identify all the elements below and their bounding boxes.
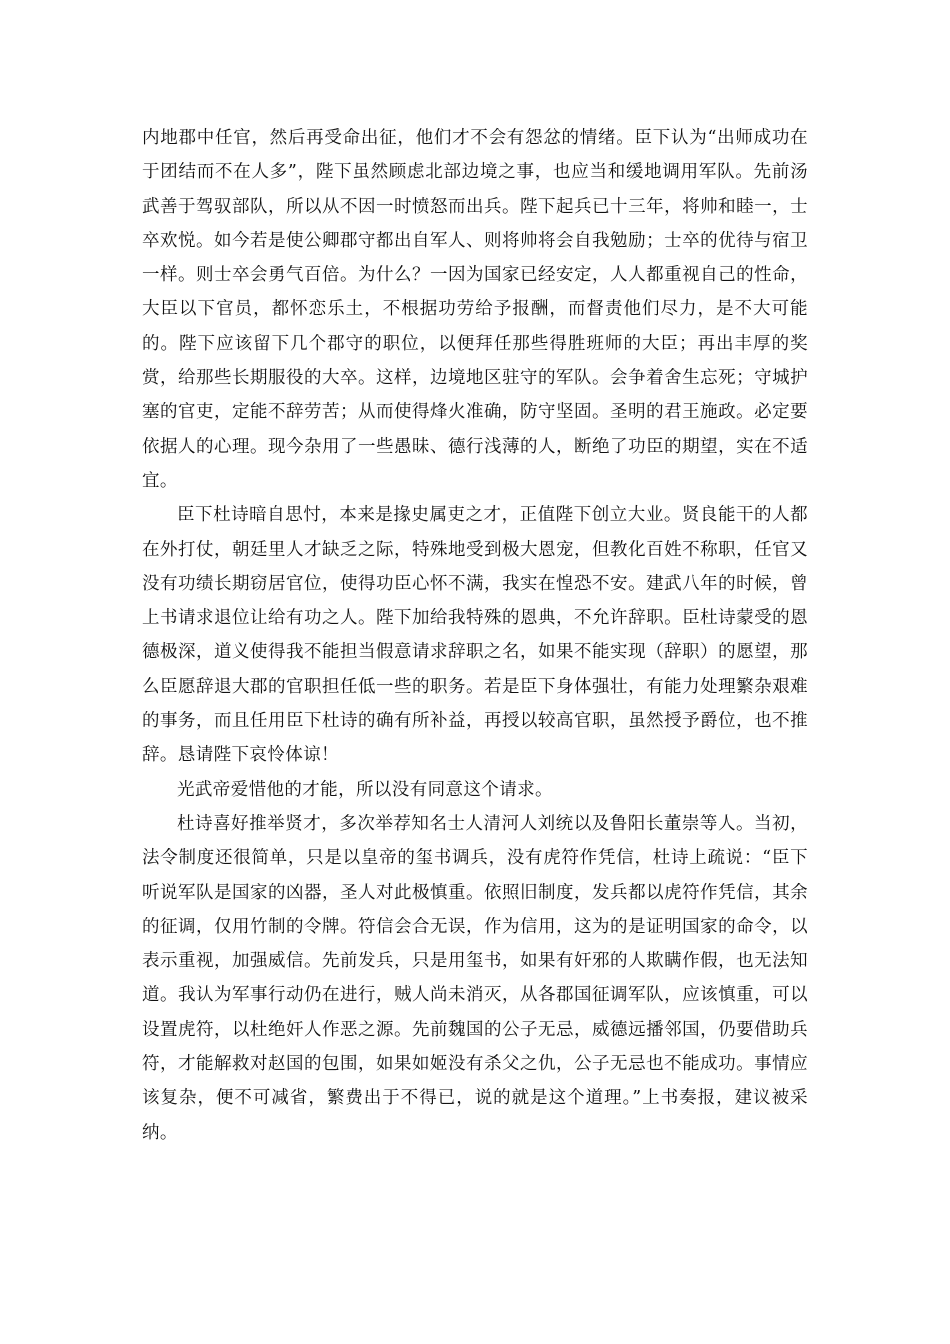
paragraph-1: 内地郡中任官，然后再受命出征，他们才不会有怨忿的情绪。臣下认为“出师成功在于团结而不在人多”，陛下虽然顾虑北部边境之事，也应当和缓地调用军队。先前汤武善于驾驭部队，所以从不因一时愤怒而出兵。陛下起兵已十三年，将帅和睦一，士卒欢悦。如今若是使公卿郡守都出自军人、则将帅将会自我勉励；士卒的优待与宿卫一样。则士卒会勇气百倍。为什么？一因为国家已经安定，人人都重视自己的性命，大臣以下官员，都怀恋乐土，不根据功劳给予报酬，而督责他们尽力，是不大可能的。陛下应该留下几个郡守的职位，以便拜任那些得胜班师的大臣；再出丰厚的奖赏，给那些长期服役的大卒。这样，边境地区驻守的军队。会争着舍生忘死；守城护塞的官吏，定能不辞劳苦；从而使得烽火准确，防守坚固。圣明的君王施政。必定要依据人的心理。现今杂用了一些愚昧、德行浅薄的人，断绝了功臣的期望，实在不适宜。 xyxy=(142,128,808,491)
paragraph-3: 光武帝爱惜他的才能，所以没有同意这个请求。 xyxy=(177,779,553,800)
document-body xyxy=(142,121,808,1150)
paragraph-2: 臣下杜诗暗自思忖，本来是掾史属吏之才，正值陛下创立大业。贤良能干的人都在外打仗，朝廷里人才缺乏之际，特殊地受到极大恩宠，但教化百姓不称职，任官又没有功绩长期窃居官位，使得功臣心怀不满，我实在惶恐不安。建武八年的时候，曾上书请求退位让给有功之人。陛下加给我特殊的恩典，不允许辞职。臣杜诗蒙受的恩德极深，道义使得我不能担当假意请求辞职之名，如果不能实现（辞职）的愿望，那么臣愿辞退大郡的官职担任低一些的职务。若是臣下身体强壮，有能力处理繁杂艰难的事务，而且任用臣下杜诗的确有所补益，再授以较高官职，虽然授予爵位，也不推辞。恳请陛下哀怜体谅！ xyxy=(142,505,808,766)
paragraph-4: 杜诗喜好推举贤才，多次举荐知名士人清河人刘统以及鲁阳长董崇等人。当初，法令制度还很简单，只是以皇帝的玺书调兵，没有虎符作凭信，杜诗上疏说：“臣下听说军队是国家的凶器，圣人对此极慎重。依照旧制度，发兵都以虎符作凭信，其余的征调，仅用竹制的令牌。符信会合无误，作为信用，这为的是证明国家的命令，以表示重视，加强威信。先前发兵，只是用玺书，如果有奸邪的人欺瞒作假，也无法知道。我认为军事行动仍在进行，贼人尚未消灭，从各郡国征调军队，应该慎重，可以设置虎符，以杜绝奸人作恶之源。先前魏国的公子无忌，威德远播邻国，仍要借助兵符，才能解救对赵国的包围，如果如姬没有杀父之仇，公子无忌也不能成功。事情应该复杂，便不可减省，繁费出于不得已，说的就是这个道理。”上书奏报，建议被采纳。 xyxy=(142,813,808,1143)
